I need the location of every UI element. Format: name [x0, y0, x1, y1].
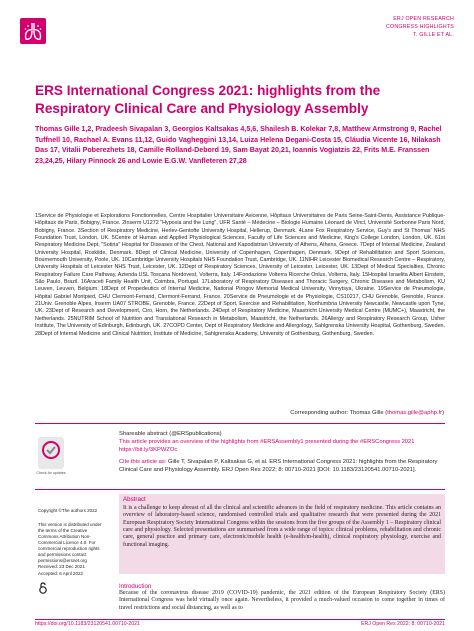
- lung-logo-icon: [20, 18, 46, 44]
- introduction-heading: Introduction: [119, 583, 152, 590]
- license-notice: This version is distributed under the terms of the Creative Commons Attribution Non-Commercial Licence 4.0. For commercial reproduction rights and permissions contact permissions@ersnet.org: [38, 522, 102, 563]
- journal-header: [386, 15, 454, 40]
- footer-citation: ERJ Open Res 2022; 8: 00710-2021: [361, 621, 445, 627]
- footer-divider: [35, 619, 445, 620]
- cite-label: Cite this article as:: [119, 459, 167, 465]
- open-access-icon: [38, 581, 48, 593]
- check-for-updates-badge[interactable]: [38, 437, 64, 469]
- journal-name: ERJ OPEN RESEARCH: [393, 16, 454, 22]
- article-type: CONGRESS HIGHLIGHTS: [386, 24, 454, 31]
- corresponding-author: [290, 410, 444, 416]
- section-divider: [35, 423, 445, 424]
- introduction-text: Because of the coronavirus disease 2019 (COVID-19) pandemic, the 2021 edition of the European Respiratory Society (ERS) International Congress was held virtually once again. Nevertheless, it provided a much-valued occasion to come together in times of travel restrictions and social distancing, as well as to: [119, 590, 445, 611]
- abstract-text: It is a challenge to keep abreast of all the clinical and scientific advances in the field of respiratory medicine. This article contains an overview of laboratory-based science, randomised controlled trials and qualitative research that were presented during the 2021 European Respiratory Society International Congress within the sessions from the five groups of the Assembly 1 – Respiratory clinical care and physiology. Selected presentations are summarised from a wide range of topics: clinical problems, rehabilitation and chronic care, general practice and primary care, electronic/mobile health (e-health/m-health), clinical respiratory physiology, exercise and functional imaging.: [123, 505, 441, 548]
- check-for-updates-label: Check for updates: [36, 471, 66, 475]
- section-divider-2: [35, 489, 445, 490]
- running-authors: T. GILLE ET AL.: [413, 32, 454, 39]
- author-list: Thomas Gille 1,2, Pradeesh Sivapalan 3, Georgios Kaltsakas 4,5,6, Shailesh B. Kolekar 7,8, Matthew Armstrong 9, Rachel Tuffnell 10, Rachael A. Evans 11,12, Guido Vagheggini 13,14, Luiza Helena Degani-Costa 15, Cláudia Vicente 16, Nilakash Das 17, Vitalii Poberezhets 18, Camille Rolland-Debord 19, Sam Bayat 20,21, Ioannis Vogiatzis 22, Frits M.E. Franssen 23,24,25, Hilary Pinnock 26 and Lowie E.G.W. Vanfleteren 27,28: [35, 125, 442, 165]
- corresponding-close: ): [442, 410, 444, 416]
- cite-text: Gille T, Sivapalan P, Kaltsakas G, et al. ERS International Congress 2021: highlights from the Respiratory Clinical Care and Physiology Assembly. ERJ Open Res 2022; 8: 00710-2021 [DOI: 10.1183/23120541.00710-2021].: [119, 459, 438, 473]
- corresponding-email-link[interactable]: thomas.gille@aphp.fr: [387, 410, 443, 416]
- shareable-abstract: [119, 431, 445, 454]
- affiliations: 1Service de Physiologie et Explorations Fonctionnelles, Centre Hospitalier Universitaire Avicenne, Hôpitaux Universitaires de Paris Seine-Saint-Denis, Assistance Publique-Hôpitaux de Paris, Bobigny, France. 2Inserm U1272 "Hypoxia and the Lung", UFR Santé – Médecine – Biologie Humaine Léonard de Vinci, Université Sorbonne Paris Nord, Bobigny, France. 3Section of Respiratory Medicine, Herlev-Gentofte University Hospital, Hellerup, Denmark. 4Lane Fox Respiratory Service, Guy's and St Thomas' NHS Foundation Trust, London, UK. 5Centre of Human and Applied Physiological Sciences, Faculty of Life Sciences and Medicine, King's College London, London, UK. 61st Respiratory Medicine Dept, "Sotiria" Hospital for Diseases of the Chest, National and Kapodistrian University of Athens, Athens, Greece. 7Dept of Internal Medicine, Zealand University Hospital, Roskilde, Denmark. 8Dept of Clinical Medicine, University of Copenhagen, Copenhagen, Denmark. 9Dept of Rehabilitation and Sport Sciences, Bournemouth University, Poole, UK. 10Cambridge University Hospitals NHS Foundation Trust, Cambridge, UK. 11NIHR Leicester Biomedical Research Centre – Respiratory, University Hospitals of Leicester NHS Trust, Leicester, UK. 12Dept of Respiratory Sciences, University of Leicester, Leicester, UK. 13Dept of Medical Specialties, Chronic Respiratory Failure Care Pathway, Azienda USL Toscana Nordovest, Volterra, Italy. 14Fondazione Volterra Ricerche Onlus, Volterra, Italy. 15Hospital Israelita Albert Einstein, São Paulo, Brazil. 16Araceti Family Health Unit, Coimbra, Portugal. 17Laboratory of Respiratory Diseases and Thoracic Surgery, Chronic Diseases and Metabolism, KU Leuven, Leuven, Belgium. 18Dept of Propedeutics of Internal Medicine, National Pirogov Memorial Medical University, Vinnytsya, Ukraine. 19Service de Pneumologie, Hôpital Gabriel Montpied, CHU Clermont-Ferrand, Clermont-Ferrand, France. 20Service de Pneumologie et de Physiologie, CS10217, CHU Grenoble, Grenoble, France. 21Univ. Grenoble Alpes, Inserm UA07 STROBE, Grenoble, France. 22Dept of Sport, Exercise and Rehabilitation, Northumbria University Newcastle, Newcastle upon Tyne, UK. 23Dept of Research and Development, Ciro, Horn, the Netherlands. 24Dept of Respiratory Medicine, Maastricht University Medical Centre (MUMC+), Maastricht, the Netherlands. 25NUTRIM School of Nutrition and Translational Research in Metabolism, Maastricht, the Netherlands. 26Allergy and Respiratory Research Group, Usher Institute, The University of Edinburgh, Edinburgh, UK. 27COPD Center, Dept of Respiratory Medicine and Allergology, Sahlgrenska University Hospital, Gothenburg, Sweden. 28Dept of Internal Medicine and Clinical Nutrition, Institute of Medicine, Sahlgrenska Academy, University of Gothenburg, Gothenburg, Sweden.: [35, 213, 445, 337]
- accepted-date: Accepted: 6 April 2022: [38, 571, 84, 576]
- journal-logo: [20, 18, 46, 44]
- shareable-text[interactable]: This article provides an overview of the highlights from #ERSAssembly1 presented during the #ERSCongress 2021 https://bit.ly/3KPWZOc: [119, 438, 415, 453]
- received-date: Received: 23 Dec 2021: [38, 564, 85, 569]
- corresponding-label: Corresponding author: Thomas Gille (: [290, 410, 388, 416]
- abstract-heading: Abstract: [123, 496, 146, 503]
- copyright-notice: Copyright ©The authors 2022: [38, 508, 98, 513]
- shareable-heading: Shareable abstract (@ERSpublications): [119, 431, 222, 437]
- article-title: ERS International Congress 2021: highlights from the Respiratory Clinical Care and Physiology Assembly: [35, 83, 381, 116]
- cite-block: [119, 459, 445, 475]
- bookmark-icon: [38, 437, 64, 469]
- doi-link[interactable]: https://doi.org/10.1183/23120541.00710-2021: [35, 621, 140, 627]
